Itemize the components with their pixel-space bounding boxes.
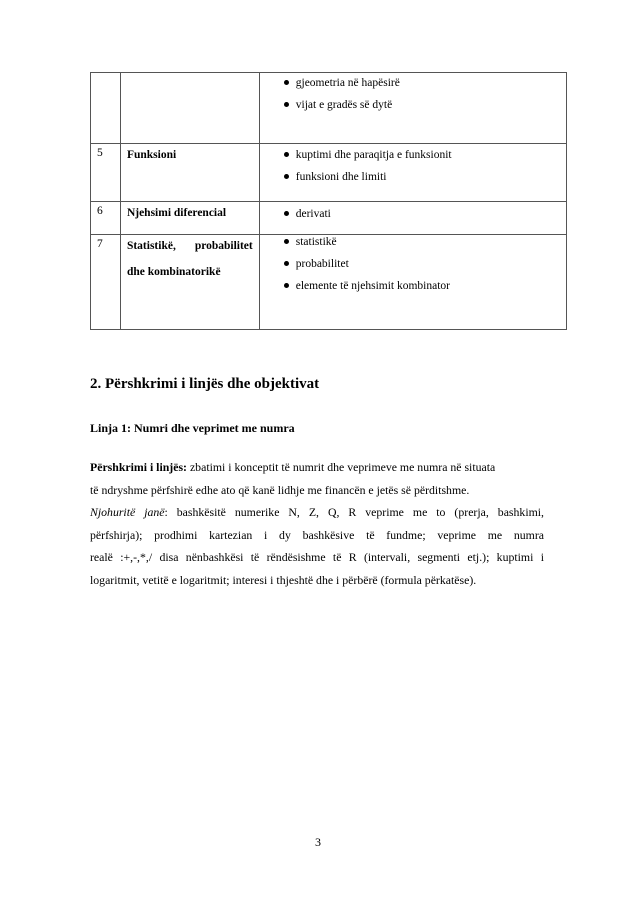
section-heading: 2. Përshkrimi i linjës dhe objektivat: [90, 376, 320, 392]
list-item: vijat e gradës së dytë: [280, 98, 566, 120]
paragraph-text: zbatimi i konceptit të numrit dhe veprimeve me numra në situata: [187, 460, 496, 474]
table-row: [91, 235, 567, 330]
row-subtopics: [259, 144, 566, 202]
paragraph-line: të ndryshme përfshirë edhe ato që kanë lidhje me financën e jetës së përditshme.: [90, 482, 470, 497]
list-item: kuptimi dhe paraqitja e funksionit: [280, 148, 566, 170]
paragraph-line: logaritmit, vetitë e logaritmit; interesi i thjeshtë dhe i përbërë (formula përkatëse).: [90, 572, 477, 587]
paragraph-line: [90, 501, 544, 524]
description-paragraph: [90, 456, 544, 592]
topic-line: Statistikë, probabilitet: [126, 240, 253, 252]
list-item: derivati: [280, 207, 566, 229]
paragraph-line: realë :+,-,*,/ disa nënbashkësi të rëndësishme të R (intervali, segmenti etj.); kuptimi i: [90, 550, 544, 565]
table-row: [91, 73, 567, 144]
list-item: elemente të njehsimit kombinator: [280, 279, 566, 301]
topic-line: Njehsimi diferencial: [126, 207, 227, 219]
row-number: 5: [91, 144, 121, 202]
paragraph-line: përfshirja); prodhimi kartezian i dy bashkësive të fundme; veprime me numra: [90, 527, 544, 542]
topic-line: [127, 77, 253, 103]
topics-table: [90, 72, 567, 330]
topic-line: Funksioni: [126, 149, 177, 161]
knowledge-label: Njohuritë janë: [90, 505, 165, 520]
row-subtopics: [259, 235, 566, 330]
list-item: funksioni dhe limiti: [280, 170, 566, 192]
row-topic: [120, 73, 259, 144]
paragraph-line: [90, 456, 544, 479]
list-item: gjeometria në hapësirë: [280, 76, 566, 98]
section-subheading: Linja 1: Numri dhe veprimet me numra: [90, 421, 295, 435]
table-row: [91, 202, 567, 235]
row-topic: [120, 202, 259, 235]
row-subtopics: [259, 202, 566, 235]
row-topic: [120, 144, 259, 202]
row-topic: [120, 235, 259, 330]
page-number: 3: [315, 835, 321, 849]
topic-line: dhe kombinatorikë: [126, 266, 221, 278]
table-row: [91, 144, 567, 202]
row-number: 6: [91, 202, 121, 235]
paragraph-text: : bashkësitë numerike N, Z, Q, R veprime me to (prerja, bashkimi,: [164, 505, 544, 520]
list-item: statistikë: [280, 235, 566, 257]
description-label: Përshkrimi i linjës:: [90, 460, 187, 474]
list-item: probabilitet: [280, 257, 566, 279]
row-number: [91, 73, 121, 144]
row-number: 7: [91, 235, 121, 330]
row-subtopics: [259, 73, 566, 144]
